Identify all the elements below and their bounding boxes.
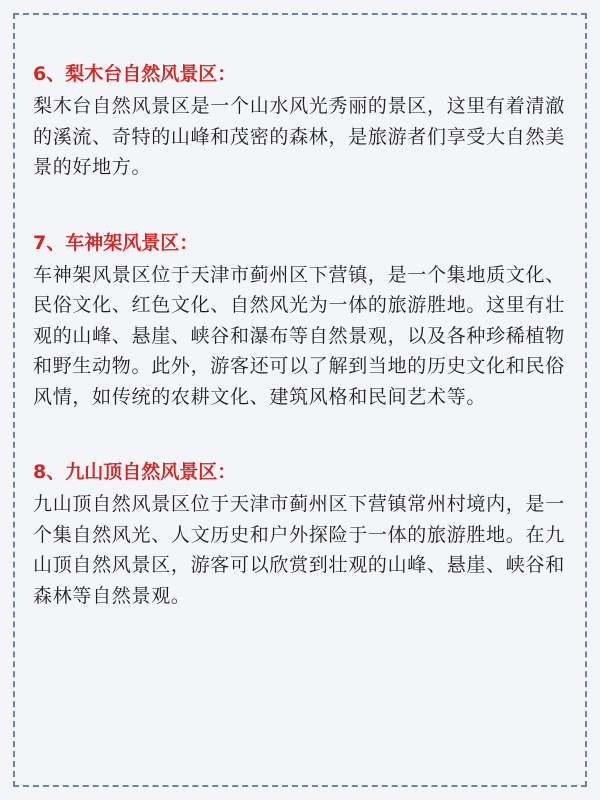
section-title: 8、九山顶自然风景区： <box>33 461 237 483</box>
section-body: 车神架风景区位于天津市蓟州区下营镇，是一个集地质文化、民俗文化、红色文化、自然风光为一体的旅游胜地。这里有壮观的山峰、悬崖、峡谷和瀑布等自然景观，以及各种珍稀植物和野生动物。此外，游客还可以了解到当地的历史文化和民俗风情，如传统的农耕文化、建筑风格和民间艺术等。 <box>33 263 565 408</box>
section-body: 九山顶自然风景区位于天津市蓟州区下营镇常州村境内，是一个集自然风光、人文历史和户外探险于一体的旅游胜地。在九山顶自然风景区，游客可以欣赏到壮观的山峰、悬崖、峡谷和森林等自然景观。 <box>33 493 565 607</box>
section-body: 梨木台自然风景区是一个山水风光秀丽的景区，这里有着清澈的溪流、奇特的山峰和茂密的森林，是旅游者们享受大自然美景的好地方。 <box>33 95 565 178</box>
section-jiushanding <box>33 459 573 611</box>
section-lumutai <box>33 61 573 183</box>
section-title: 6、梨木台自然风景区： <box>33 63 237 85</box>
section-cheshenjia <box>33 230 573 413</box>
article-content <box>33 61 573 611</box>
section-title: 7、车神架风景区： <box>33 231 199 254</box>
